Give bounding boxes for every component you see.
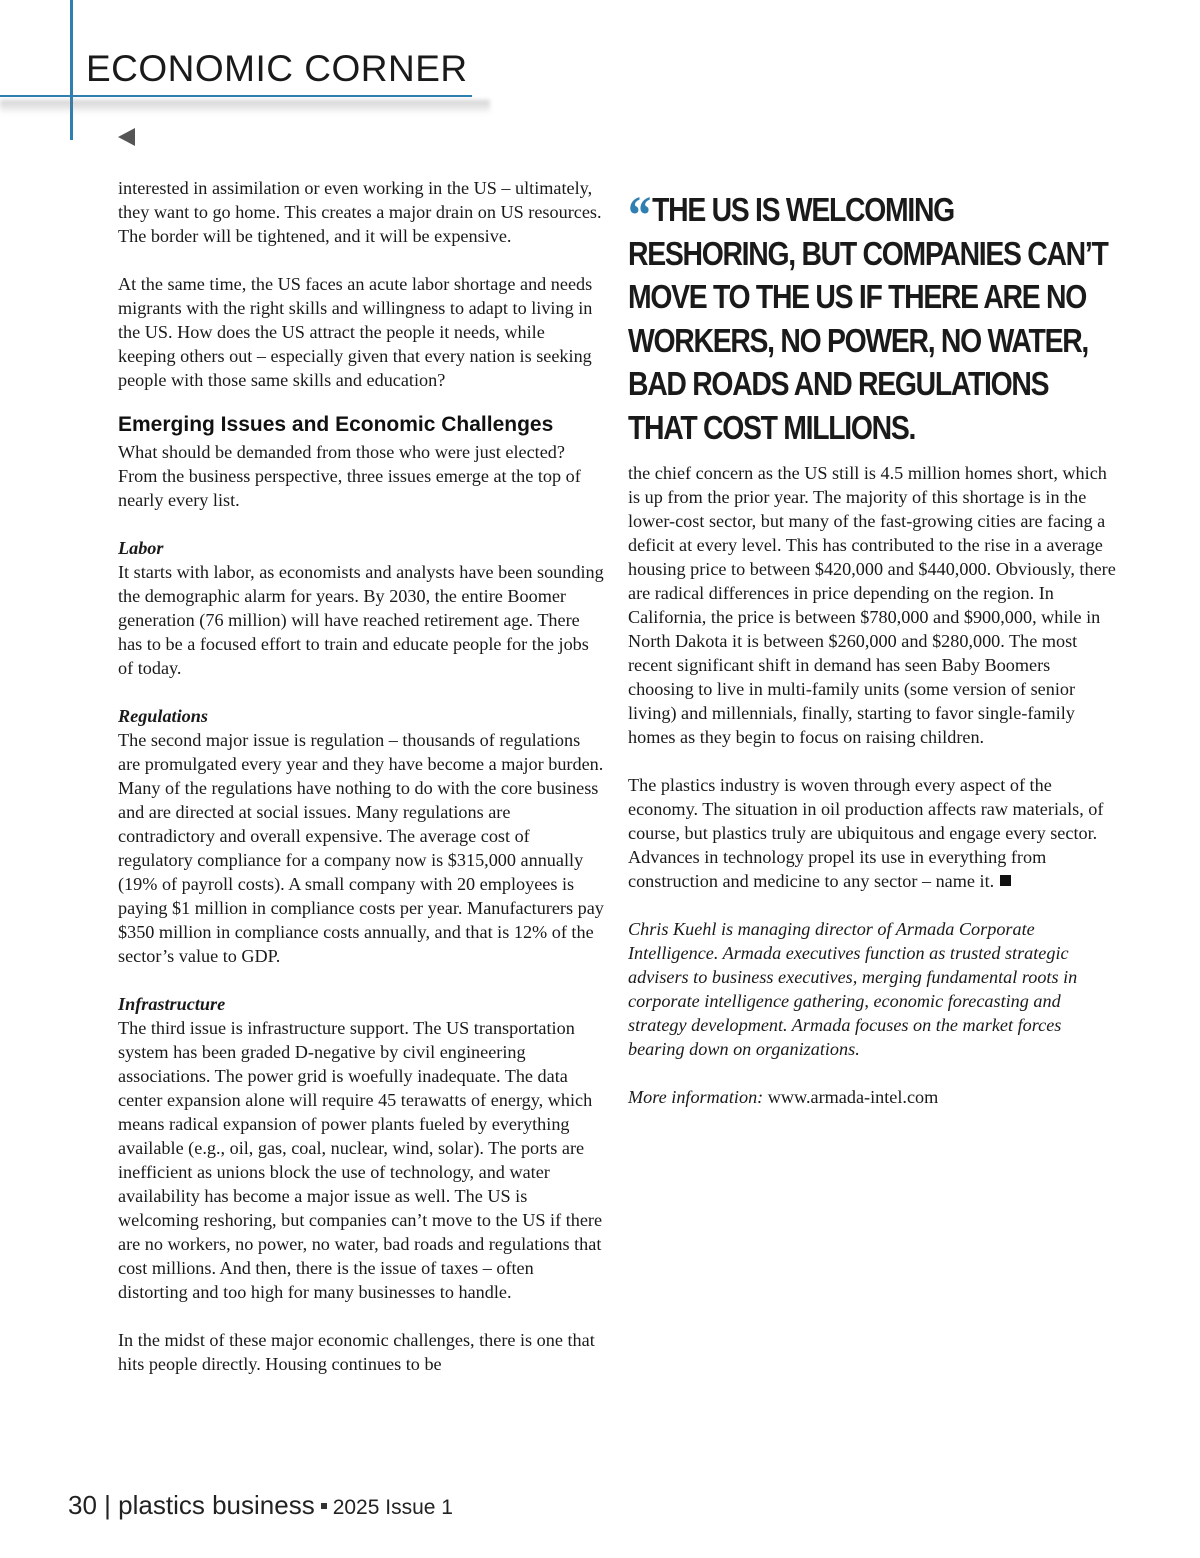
website-link[interactable]: www.armada-intel.com [767, 1087, 939, 1107]
more-information [628, 1085, 1120, 1109]
page-footer [68, 1490, 453, 1521]
paragraph: In the midst of these major economic challenges, there is one that hits people directly. Housing continues to be [118, 1330, 595, 1374]
section-title: ECONOMIC CORNER [86, 48, 468, 89]
author-bio: Chris Kuehl is managing director of Armada Corporate Intelligence. Armada executives function as trusted strategic advisers to business executives, merging fundamental roots in corporate intelligence gathering, economic forecasting and strategy development. Armada focuses on the market forces bearing down on organizations. [628, 919, 1078, 1059]
section-heading: Emerging Issues and Economic Challenges [118, 413, 554, 436]
bullet-icon [321, 1503, 327, 1509]
paragraph-text: The plastics industry is woven through every aspect of the economy. The situation in oil production affects raw materials, of course, but plastics truly are ubiquitous and engage every sector. Advances in technology propel its use in everything from construction and medicine to any sector – name it. [628, 775, 1104, 891]
paragraph: What should be demanded from those who were just elected? From the business perspective, three issues emerge at the top of nearly every list. [118, 442, 581, 510]
more-information-label: More information: [628, 1087, 764, 1107]
pull-quote [628, 182, 1110, 449]
back-arrow-icon[interactable] [118, 128, 135, 146]
header-rule-shadow [0, 100, 490, 114]
paragraph: At the same time, the US faces an acute labor shortage and needs migrants with the right skills and willingness to adapt to living in the US. How does the US attract the people it needs, while keeping others out – especially given that every nation is seeking people with those same skills and education? [118, 274, 593, 390]
footer-separator: | [104, 1490, 111, 1520]
paragraph: It starts with labor, as economists and analysts have been sounding the demographic alarm for years. By 2030, the entire Boomer generation (76 million) will have reached retirement age. There has to be a focused effort to train and educate people for the jobs of today. [118, 562, 604, 678]
paragraph: interested in assimilation or even working in the US – ultimately, they want to go home. This creates a major drain on US resources. The border will be tightened, and it will be expensive. [118, 178, 602, 246]
paragraph: The third issue is infrastructure support. The US transportation system has been graded D-negative by civil engineering associations. The power grid is woefully inadequate. The data center expansion alone will require 45 terawatts of energy, which means radical expansion of power plants fueled by everything available (e.g., oil, gas, coal, nuclear, wind, solar). The ports are inefficient as unions block the use of technology, and water availability has become a major issue as well. The US is welcoming reshoring, but companies can’t move to the US if there are no workers, no power, no water, bad roads and regulations that cost millions. And then, there is the issue of taxes – often distorting and too high for many businesses to handle. [118, 1018, 603, 1302]
header-vertical-rule [70, 0, 73, 140]
subheading-infrastructure: Infrastructure [118, 994, 226, 1014]
subheading-regulations: Regulations [118, 706, 208, 726]
paragraph: the chief concern as the US still is 4.5 million homes short, which is up from the prior year. The majority of this shortage is in the lower-cost sector, but many of the fast-growing cities are facing a deficit at every level. This has contributed to the rise in a average housing price to between $420,000 and $440,000. Obviously, there are radical differences in price depending on the region. In California, the price is between $780,000 and $900,000, while in North Dakota it is between $260,000 and $280,000. The most recent significant shift in demand has seen Baby Boomers choosing to live in multi-family units (some version of senior living) and millennials, finally, starting to favor single-family homes as they begin to focus on raising children. [628, 463, 1116, 747]
paragraph: The second major issue is regulation – thousands of regulations are promulgated every year and they have become a major burden. Many of the regulations have nothing to do with the core business and are directed at social issues. Many regulations are contradictory and overall expensive. The average cost of regulatory compliance for a company now is $315,000 annually (19% of payroll costs). A small company with 20 employees is paying $1 million in compliance costs per year. Manufacturers pay $350 million in compliance costs annually, and that is 12% of the sector’s value to GDP. [118, 730, 604, 966]
issue-label: 2025 Issue 1 [332, 1496, 453, 1519]
paragraph [628, 773, 1120, 893]
quote-mark-icon: “ [628, 185, 649, 245]
subheading-labor: Labor [118, 538, 164, 558]
page-number: 30 [68, 1490, 97, 1520]
publication-name: plastics business [118, 1490, 315, 1520]
left-column [118, 176, 604, 1376]
pull-quote-text: THE US IS WELCOMING RESHORING, BUT COMPANIES CAN’T MOVE TO THE US IF THERE ARE NO WORKERS, NO POWER, NO WATER, BAD ROADS AND REGULATIONS THAT COST MILLIONS. [628, 191, 1108, 446]
right-column [628, 461, 1120, 1109]
header-horizontal-rule [0, 95, 472, 97]
end-mark-icon [1000, 875, 1011, 886]
